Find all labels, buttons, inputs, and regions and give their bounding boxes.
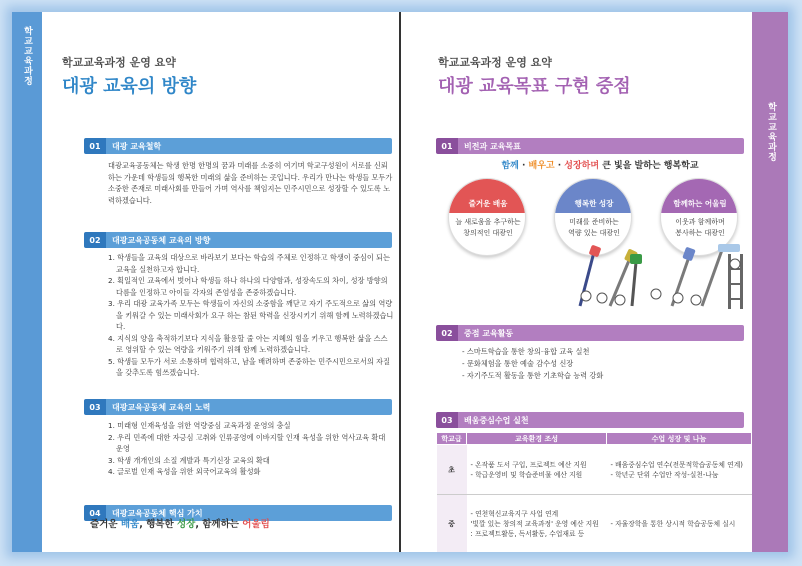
section-number: 01 [436, 138, 458, 154]
section-label: 대광교육공동체 교육의 방향 [106, 232, 392, 248]
left-tab-label: 학교교육과정 [22, 26, 32, 86]
section-header-direction [84, 232, 392, 248]
effort-list [108, 420, 394, 478]
env-cell [467, 495, 607, 553]
left-page-title: 대광 교육의 방향 [62, 76, 197, 97]
list-item: 1. 미래형 인재육성을 위한 역량중심 교육과정 운영의 충실 [108, 421, 291, 430]
core-word-growth: 성장 [176, 519, 196, 530]
cell-line: - 온작품 도서 구입, 프로젝트 예산 지원 [470, 460, 587, 469]
section-number: 01 [84, 138, 106, 154]
left-side-tab [12, 12, 42, 552]
list-item: 4. 글로벌 인재 육성을 위한 외국어교육의 활성화 [108, 467, 261, 476]
section-label: 대광교육공동체 교육의 노력 [106, 399, 392, 415]
col-header: 수업 성장 및 나눔 [607, 433, 752, 445]
vision-slogan [460, 158, 740, 171]
list-item: 3. 학생 개개인의 소질 계발과 특기신장 교육의 확대 [108, 455, 270, 465]
list-item: 3. 우리 대광 교육가족 모두는 학생들이 자신의 소중함을 깨닫고 자기 주도적으로 삶의 역량을 키워갈 수 있는 미래사회가 요구 하는 참된 학력을 신장시키기 위해 함께 노력하겠습니다. [108, 299, 394, 331]
right-page [400, 12, 788, 552]
circle-line: 창의적인 대광인 [463, 229, 513, 237]
circle-body [449, 217, 526, 239]
right-tab-label: 학교교육과정 [766, 102, 776, 162]
section-number: 02 [84, 232, 106, 248]
slogan-sep: · [554, 161, 565, 171]
section-label: 중점 교육활동 [458, 325, 744, 341]
circle-line: 봉사하는 대광인 [675, 229, 725, 237]
section-header-practice [436, 412, 744, 428]
circle-line: 이웃과 함께하며 [675, 218, 725, 226]
section-label: 배움중심수업 실천 [458, 412, 744, 428]
core-text: , 행복한 [139, 519, 177, 530]
section-number: 03 [436, 412, 458, 428]
list-item: - 자기주도적 활동을 통한 기초학습 능력 강화 [462, 371, 604, 380]
list-item: 1. 학생들을 교육의 대상으로 바라보기 보다는 학습의 주체로 인정하고 학생이 중심이 되는 교육을 실천하고자 합니다. [108, 253, 390, 274]
right-side-tab [752, 12, 788, 552]
grade-cell: 초 [437, 445, 467, 495]
cell-line: - 학급운영비 및 학습준비물 예산 지원 [470, 470, 583, 479]
core-values-line [90, 516, 270, 530]
circle-body [661, 217, 738, 239]
slogan-sep: · [518, 161, 529, 171]
section-number: 04 [84, 505, 106, 521]
focus-list [462, 346, 752, 382]
practice-table [436, 432, 752, 552]
col-header: 교육환경 조성 [467, 433, 607, 445]
section-label: 비전과 교육목표 [458, 138, 744, 154]
core-text: 즐거운 [90, 519, 121, 530]
list-item: - 스마트학습을 통한 창의·융합 교육 실천 [462, 347, 590, 356]
document-spread [12, 12, 788, 552]
growth-cell [607, 445, 752, 495]
core-text: , 함께하는 [195, 519, 243, 530]
list-item: 2. 획일적인 교육에서 벗어나 학생들 하나 하나의 다양함과, 성장속도의 차이, 성장 방향의 다름을 인정하고 아이들 각자의 존엄성을 존중하겠습니다. [108, 276, 388, 297]
core-word-harmony: 어울림 [242, 519, 270, 530]
cell-line: - 배움중심수업 연수(전문적학습공동체 연계) [610, 460, 743, 469]
circle-line: 늘 새로움을 추구하는 [455, 218, 521, 226]
circle-head: 행복한 성장 [555, 179, 632, 213]
circle-line: 미래를 준비하는 [569, 218, 619, 226]
slogan-word: 배우고 [528, 161, 555, 171]
section-number: 03 [84, 399, 106, 415]
circle-body [555, 217, 632, 239]
slogan-word: 함께 [501, 161, 519, 171]
right-kicker: 학교교육과정 운영 요약 [438, 56, 552, 69]
section-header-effort [84, 399, 392, 415]
section-label: 대광교육공동체 핵심 가치 [106, 505, 392, 521]
painting-people-illustration [572, 244, 752, 314]
left-page [12, 12, 400, 552]
growth-cell [607, 495, 752, 553]
circle-line: 역량 있는 대광인 [568, 229, 620, 237]
section-header-focus [436, 325, 744, 341]
cell-line: - 연천혁신교육지구 사업 연계 [470, 509, 559, 518]
philosophy-text: 대광교육공동체는 학생 한명 한명의 꿈과 미래를 소중히 여기며 학교구성원이 서로를 신뢰하는 가운데 학생들의 행복한 미래의 삶을 준비하는 곳입니다. 우리가 만나는 학생들 모두가 소중한 존재로 미래사회를 만들어 가며 역사를 책임지는 민주시민으로 성장할 수 있도록 노력하겠습니다. [108, 161, 393, 205]
cell-line: - 자율장학을 통한 상시적 학습공동체 실시 [610, 519, 736, 528]
circle-head: 즐거운 배움 [449, 179, 526, 213]
section-header-vision [436, 138, 744, 154]
section-label: 대광 교육철학 [106, 138, 392, 154]
section-header-philosophy [84, 138, 392, 154]
core-word-learning: 배움 [120, 519, 140, 530]
table-header-row [437, 433, 752, 445]
grade-cell: 중 [437, 495, 467, 553]
goal-circle-learning [448, 178, 526, 256]
circle-head: 함께하는 어울림 [661, 179, 738, 213]
table-row [437, 445, 752, 495]
list-item: 4. 지식의 양을 축적하기보다 지식을 활용할 줄 아는 지혜의 힘을 키우고 행복한 삶을 스스로 영위할 수 있는 역량을 키워주기 위해 함께 노력하겠습니다. [108, 333, 388, 354]
col-header: 학교급 [437, 433, 467, 445]
list-item: - 문화체험을 통한 예술 감수성 신장 [462, 359, 574, 368]
left-kicker: 학교교육과정 운영 요약 [62, 56, 176, 69]
list-item: 2. 우리 민족에 대한 자긍심 고취와 인류공영에 이바지할 인재 육성을 위한 역사교육 확대 운영 [108, 432, 386, 453]
slogan-word: 성장하며 [564, 161, 600, 171]
right-page-title: 대광 교육목표 구현 중점 [438, 76, 631, 97]
env-cell [467, 445, 607, 495]
table-row [437, 495, 752, 553]
section-number: 02 [436, 325, 458, 341]
cell-line: '빛깔 있는 창의적 교육과정' 운영 예산 지원 [470, 519, 599, 528]
list-item: 5. 학생들 모두가 서로 소통하며 협력하고, 남을 배려하며 존중하는 민주시민으로서의 자질을 갖추도록 힘쓰겠습니다. [108, 356, 390, 377]
cell-line: - 학년군 단위 수업안 작성-실천-나눔 [610, 470, 719, 479]
direction-list [108, 252, 394, 379]
slogan-rest: 큰 빛을 발하는 행복학교 [599, 161, 699, 171]
cell-line: : 프로젝트활동, 독서활동, 수업재료 등 [470, 529, 585, 538]
